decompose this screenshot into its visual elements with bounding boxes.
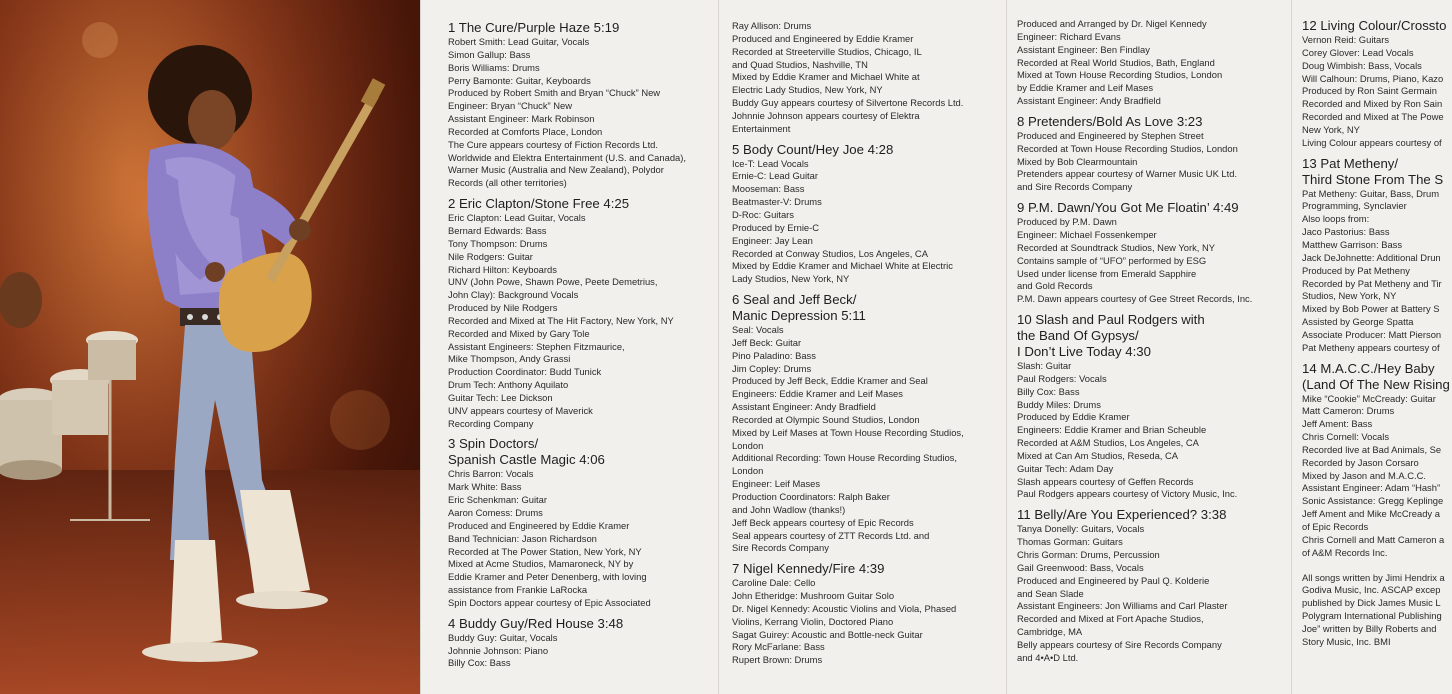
- credit-line: Paul Rodgers: Vocals: [1017, 372, 1107, 384]
- credit-line: Produced and Engineered by Paul Q. Kolderie: [1017, 574, 1210, 586]
- page-fold-2: [1006, 0, 1007, 694]
- track-entry: [448, 196, 714, 430]
- credit-line: Worldwide and Elektra Entertainment (U.S. and Canada),: [448, 151, 686, 163]
- track-entry: [732, 292, 1002, 555]
- credit-line: New York, NY: [1302, 123, 1360, 135]
- track-title: 2 Eric Clapton/Stone Free 4:25: [448, 196, 630, 212]
- credit-line: Associate Producer: Matt Pierson: [1302, 328, 1442, 340]
- track-credits: [1302, 393, 1452, 560]
- credit-line: Paul Rodgers appears courtesy of Victory Music, Inc.: [1017, 488, 1238, 500]
- credits-column-1: [448, 20, 714, 676]
- credit-line: Recorded at Soundtrack Studios, New York, NY: [1017, 241, 1216, 253]
- credit-line: Beatmaster-V: Drums: [732, 196, 822, 208]
- credit-line: Seal appears courtesy of ZTT Records Ltd. and: [732, 529, 930, 541]
- credit-line: Production Coordinators: Ralph Baker: [732, 491, 890, 502]
- credit-line: Vernon Reid: Guitars: [1302, 34, 1390, 45]
- track-entry: [1017, 507, 1287, 664]
- credit-line: Jaco Pastorius: Bass: [1302, 226, 1390, 238]
- credit-line: Produced by Jeff Beck, Eddie Kramer and Seal: [732, 375, 928, 387]
- track-entry: [1302, 156, 1452, 355]
- track-title: 7 Nigel Kennedy/Fire 4:39: [732, 561, 885, 577]
- credit-line: published by Dick James Music L: [1302, 597, 1441, 609]
- credit-line: of A&M Records Inc.: [1302, 546, 1388, 558]
- credit-line: Mixed by Leif Mases at Town House Recording Studios,: [732, 426, 964, 438]
- credit-line: Produced and Engineered by Eddie Kramer: [448, 519, 630, 531]
- credit-line: Sonic Assistance: Gregg Keplinge: [1302, 495, 1444, 507]
- credit-line: Mike Thompson, Andy Grassi: [448, 353, 571, 365]
- credit-line: London: [732, 465, 764, 477]
- credit-line: Dr. Nigel Kennedy: Acoustic Violins and Viola, Phased: [732, 602, 957, 614]
- credit-line: Mixed by Jason and M.A.C.C.: [1302, 469, 1427, 481]
- credit-line: Records (all other territories): [448, 177, 567, 189]
- credit-line: Produced by Ron Saint Germain: [1302, 85, 1437, 97]
- credit-line: Engineers: Eddie Kramer and Brian Scheuble: [1017, 424, 1207, 436]
- concert-photo: [0, 0, 420, 694]
- credit-line: Caroline Dale: Cello: [732, 577, 816, 589]
- credit-line: Johnnie Johnson: Piano: [448, 644, 549, 656]
- credit-line: Used under license from Emerald Sapphire: [1017, 267, 1197, 279]
- credit-line: Cambridge, MA: [1017, 626, 1083, 638]
- credit-line: Recording Company: [448, 417, 534, 429]
- credit-line: and Quad Studios, Nashville, TN: [732, 58, 868, 70]
- credit-line: Contains sample of “UFO” performed by ESG: [1017, 254, 1207, 266]
- credit-line: Will Calhoun: Drums, Piano, Kazo: [1302, 72, 1444, 84]
- track-credits: [448, 632, 714, 671]
- credit-line: Engineer: Michael Fossenkemper: [1017, 228, 1157, 240]
- credit-line: Produced and Engineered by Eddie Kramer: [732, 32, 914, 44]
- credit-line: Jim Copley: Drums: [732, 362, 812, 374]
- credit-line: UNV appears courtesy of Maverick: [448, 404, 593, 416]
- credit-line: Recorded live at Bad Animals, Se: [1302, 443, 1442, 455]
- credit-line: of Epic Records: [1302, 521, 1369, 532]
- credit-line: Recorded and Mixed by Ron Sain: [1302, 98, 1443, 110]
- credit-line: Richard Hilton: Keyboards: [448, 263, 557, 275]
- credit-line: Pat Metheny: Guitar, Bass, Drum: [1302, 187, 1440, 199]
- credit-line: Mixed by Eddie Kramer and Michael White at: [732, 71, 920, 83]
- track-entry: [448, 20, 714, 190]
- credit-line: Godiva Music, Inc. ASCAP excep: [1302, 584, 1441, 596]
- track-entry: [1302, 18, 1452, 150]
- track-entry: [732, 561, 1002, 667]
- credit-line: Assistant Engineer: Adam “Hash”: [1302, 482, 1441, 494]
- credit-line: Buddy Guy appears courtesy of Silvertone Records Ltd.: [732, 97, 964, 109]
- credit-line: Perry Bamonte: Guitar, Keyboards: [448, 74, 591, 86]
- credit-line: Production Coordinator: Budd Tunick: [448, 366, 602, 378]
- credit-line: Billy Cox: Bass: [448, 657, 511, 669]
- track-credits: [1017, 360, 1287, 501]
- credit-line: Sagat Guirey: Acoustic and Bottle-neck Guitar: [732, 628, 923, 640]
- credit-line: Guitar Tech: Lee Dickson: [448, 391, 553, 403]
- credit-line: John Etheridge: Mushroom Guitar Solo: [732, 590, 895, 602]
- track-title: 12 Living Colour/Crossto: [1302, 18, 1447, 33]
- credit-line: Recorded and Mixed at Fort Apache Studios,: [1017, 613, 1204, 625]
- credit-line: Assistant Engineer: Mark Robinson: [448, 113, 595, 125]
- credit-line: Recorded at Conway Studios, Los Angeles, CA: [732, 247, 928, 259]
- credit-line: Living Colour appears courtesy of: [1302, 136, 1442, 148]
- credit-line: The Cure appears courtesy of Fiction Records Ltd.: [448, 138, 658, 150]
- credit-line: Engineer: Jay Lean: [732, 234, 813, 246]
- credit-line: Corey Glover: Lead Vocals: [1302, 46, 1414, 58]
- credit-line: Tony Thompson: Drums: [448, 237, 548, 249]
- credit-line: Recorded at Olympic Sound Studios, London: [732, 413, 920, 425]
- credit-line: Recorded and Mixed at The Powe: [1302, 111, 1444, 123]
- credit-line: Guitar Tech: Adam Day: [1017, 462, 1114, 474]
- credit-line: Thomas Gorman: Guitars: [1017, 536, 1123, 548]
- track-title: 10 Slash and Paul Rodgers with the Band Of Gypsys/ I Don’t Live Today 4:30: [1017, 312, 1205, 360]
- publishing-credits: [1302, 572, 1452, 649]
- credit-line: Boris Williams: Drums: [448, 61, 540, 73]
- credit-line: Rory McFarlane: Bass: [732, 641, 825, 653]
- credit-line: Bernard Edwards: Bass: [448, 224, 547, 236]
- credit-line: Jack DeJohnette: Additional Drun: [1302, 251, 1441, 263]
- credit-line: Eddie Kramer and Peter Denenberg, with loving: [448, 571, 647, 583]
- credit-line: Slash appears courtesy of Geffen Records: [1017, 475, 1194, 487]
- credit-line: Mixed by Bob Clearmountain: [1017, 155, 1138, 167]
- credit-line: Produced by Eddie Kramer: [1017, 411, 1130, 423]
- credit-line: Jeff Beck: Guitar: [732, 336, 802, 348]
- credit-line: John Clay): Background Vocals: [448, 289, 579, 301]
- credit-line: Chris Barron: Vocals: [448, 468, 534, 480]
- track-title: 5 Body Count/Hey Joe 4:28: [732, 141, 894, 157]
- credit-line: Buddy Guy: Guitar, Vocals: [448, 631, 558, 643]
- credits-column-4: [1302, 18, 1452, 655]
- credit-line: Mixed at Can Am Studios, Reseda, CA: [1017, 449, 1179, 461]
- track-title: 1 The Cure/Purple Haze 5:19: [448, 20, 620, 35]
- track-credits: [1017, 216, 1287, 306]
- track-credits: [1302, 34, 1452, 150]
- credit-line: Simon Gallup: Bass: [448, 48, 531, 60]
- track-entry: [448, 436, 714, 609]
- credit-line: Assistant Engineers: Stephen Fitzmaurice,: [448, 340, 625, 352]
- credit-line: P.M. Dawn appears courtesy of Gee Street Records, Inc.: [1017, 293, 1253, 305]
- credit-line: Produced and Engineered by Stephen Street: [1017, 129, 1204, 141]
- credit-line: Jeff Ament and Mike McCready a: [1302, 508, 1440, 520]
- credit-line: Assistant Engineer: Ben Findlay: [1017, 43, 1150, 55]
- credit-line: Ernie-C: Lead Guitar: [732, 170, 818, 182]
- track-entry-continued: [1017, 18, 1287, 108]
- track-title: 9 P.M. Dawn/You Got Me Floatin’ 4:49: [1017, 200, 1239, 216]
- page-fold-3: [1291, 0, 1292, 694]
- credit-line: Chris Gorman: Drums, Percussion: [1017, 549, 1160, 560]
- credit-line: Electric Lady Studios, New York, NY: [732, 84, 883, 96]
- page-edge: [420, 0, 421, 694]
- credit-line: Robert Smith: Lead Guitar, Vocals: [448, 36, 590, 47]
- credit-line: Mark White: Bass: [448, 481, 522, 493]
- credit-line: Assistant Engineer: Andy Bradfield: [1017, 95, 1161, 107]
- credit-line: Mooseman: Bass: [732, 183, 805, 195]
- track-title: 11 Belly/Are You Experienced? 3:38: [1017, 507, 1227, 523]
- track-credits: [732, 324, 1002, 555]
- track-entry: [1017, 312, 1287, 501]
- credit-line: and John Wadlow (thanks!): [732, 503, 846, 515]
- credit-line: Produced by P.M. Dawn: [1017, 216, 1117, 228]
- credit-line: Recorded by Pat Metheny and Tir: [1302, 277, 1442, 289]
- credit-line: D-Roc: Guitars: [732, 208, 794, 220]
- performer-illustration: [0, 0, 420, 694]
- credit-line: Mixed at Town House Recording Studios, London: [1017, 69, 1223, 81]
- credit-line: Matthew Garrison: Bass: [1302, 238, 1403, 250]
- credit-line: Spin Doctors appear courtesy of Epic Associated: [448, 596, 651, 608]
- credit-line: Billy Cox: Bass: [1017, 385, 1080, 397]
- credit-line: Recorded at Real World Studios, Bath, England: [1017, 56, 1215, 68]
- credit-line: and 4•A•D Ltd.: [1017, 651, 1079, 663]
- credit-line: Ray Allison: Drums: [732, 20, 812, 31]
- track-credits: [732, 20, 1002, 136]
- credit-line: Recorded at The Power Station, New York, NY: [448, 545, 642, 557]
- credit-line: UNV (John Powe, Shawn Powe, Peete Demetrius,: [448, 276, 658, 288]
- credit-line: Chris Cornell: Vocals: [1302, 431, 1390, 443]
- credit-line: Doug Wimbish: Bass, Vocals: [1302, 59, 1422, 71]
- credit-line: Studios, New York, NY: [1302, 290, 1397, 302]
- credit-line: Buddy Miles: Drums: [1017, 398, 1101, 410]
- page-fold-1: [718, 0, 719, 694]
- credit-line: Produced by Nile Rodgers: [448, 302, 558, 314]
- credit-line: Belly appears courtesy of Sire Records Company: [1017, 638, 1222, 650]
- credit-line: Assistant Engineer: Andy Bradfield: [732, 401, 876, 413]
- credit-line: Engineer: Bryan “Chuck” New: [448, 100, 573, 112]
- credit-line: Recorded and Mixed by Gary Tole: [448, 327, 590, 339]
- credit-line: Tanya Donelly: Guitars, Vocals: [1017, 523, 1145, 535]
- credit-line: Programming, Synclavier: [1302, 200, 1407, 212]
- credit-line: Also loops from:: [1302, 213, 1370, 225]
- credit-line: Band Technician: Jason Richardson: [448, 532, 597, 544]
- track-credits: [732, 158, 1002, 286]
- track-title: 13 Pat Metheny/ Third Stone From The S: [1302, 155, 1444, 187]
- track-title: 6 Seal and Jeff Beck/ Manic Depression 5:11: [732, 292, 866, 324]
- credit-line: Recorded at Comforts Place, London: [448, 125, 603, 137]
- credit-line: Jeff Ament: Bass: [1302, 418, 1373, 430]
- credit-line: Recorded and Mixed at The Hit Factory, New York, NY: [448, 314, 674, 326]
- credit-line: Joe” written by Billy Roberts and: [1302, 622, 1437, 634]
- track-entry: [732, 142, 1002, 286]
- credit-line: assistance from Frankie LaRocka: [448, 584, 588, 596]
- credit-line: Engineer: Leif Mases: [732, 478, 821, 490]
- track-credits: [1017, 523, 1287, 664]
- track-title: 4 Buddy Guy/Red House 3:48: [448, 615, 624, 631]
- credit-line: Drum Tech: Anthony Aquilato: [448, 379, 569, 391]
- credit-line: Lady Studios, New York, NY: [732, 273, 850, 285]
- credit-line: Rupert Brown: Drums: [732, 654, 823, 666]
- credit-line: Story Music, Inc. BMI: [1302, 635, 1391, 647]
- credit-line: Eric Clapton: Lead Guitar, Vocals: [448, 212, 586, 224]
- track-credits: [1017, 130, 1287, 194]
- track-entry: [1017, 200, 1287, 306]
- credit-line: Recorded at A&M Studios, Los Angeles, CA: [1017, 437, 1199, 449]
- credit-line: Ice-T: Lead Vocals: [732, 157, 809, 169]
- credit-line: Produced by Ernie-C: [732, 221, 820, 233]
- track-entry: [1302, 361, 1452, 560]
- credit-line: Gail Greenwood: Bass, Vocals: [1017, 561, 1144, 573]
- track-credits: [448, 36, 714, 190]
- track-title: 14 M.A.C.C./Hey Baby (Land Of The New Rising: [1302, 360, 1450, 392]
- credit-line: Assistant Engineers: Jon Williams and Carl Plaster: [1017, 600, 1228, 612]
- credit-line: and Gold Records: [1017, 280, 1093, 292]
- credit-line: Produced by Pat Metheny: [1302, 264, 1410, 276]
- track-title: 8 Pretenders/Bold As Love 3:23: [1017, 113, 1203, 129]
- credit-line: and Sean Slade: [1017, 587, 1084, 599]
- credit-line: Violins, Kerrang Violin, Doctored Piano: [732, 615, 894, 627]
- credit-line: Jeff Beck appears courtesy of Epic Records: [732, 516, 914, 528]
- credit-line: Additional Recording: Town House Recording Studios,: [732, 452, 957, 464]
- track-credits: [732, 577, 1002, 667]
- credit-line: Mixed at Acme Studios, Mamaroneck, NY by: [448, 558, 634, 570]
- credit-line: Recorded by Jason Corsaro: [1302, 456, 1419, 468]
- track-entry-continued: [732, 20, 1002, 136]
- track-title: 3 Spin Doctors/ Spanish Castle Magic 4:06: [448, 436, 605, 468]
- track-credits: [1017, 18, 1287, 108]
- credit-line: Pino Paladino: Bass: [732, 349, 816, 361]
- publishing-note: [1302, 572, 1452, 649]
- credit-line: Aaron Comess: Drums: [448, 507, 543, 518]
- credit-line: Sire Records Company: [732, 542, 829, 554]
- track-credits: [448, 468, 714, 609]
- credit-line: Mike “Cookie” McCready: Guitar: [1302, 392, 1436, 404]
- track-entry: [1017, 114, 1287, 194]
- credit-line: by Eddie Kramer and Leif Mases: [1017, 82, 1154, 94]
- credit-line: and Sire Records Company: [1017, 181, 1133, 193]
- credits-column-3: [1017, 18, 1287, 671]
- credits-column-2: [732, 20, 1002, 673]
- track-credits: [448, 212, 714, 430]
- credit-line: Recorded at Town House Recording Studios, London: [1017, 142, 1238, 154]
- credit-line: Entertainment: [732, 122, 791, 134]
- credit-line: Produced and Arranged by Dr. Nigel Kennedy: [1017, 18, 1207, 29]
- credit-line: Assisted by George Spatta: [1302, 316, 1414, 328]
- credit-line: Pretenders appear courtesy of Warner Music UK Ltd.: [1017, 168, 1238, 180]
- credit-line: Warner Music (Australia and New Zealand), Polydor: [448, 164, 664, 176]
- credit-line: All songs written by Jimi Hendrix a: [1302, 571, 1445, 583]
- credit-line: Mixed by Bob Power at Battery S: [1302, 303, 1440, 315]
- credit-line: Engineer: Richard Evans: [1017, 30, 1121, 42]
- credit-line: Chris Cornell and Matt Cameron a: [1302, 533, 1445, 545]
- credit-line: Slash: Guitar: [1017, 360, 1072, 372]
- credit-line: Seal: Vocals: [732, 324, 784, 336]
- credit-line: London: [732, 439, 764, 451]
- track-credits: [1302, 188, 1452, 355]
- credit-line: Eric Schenkman: Guitar: [448, 494, 547, 506]
- credit-line: Matt Cameron: Drums: [1302, 405, 1395, 417]
- credit-line: Mixed by Eddie Kramer and Michael White at Electric: [732, 260, 953, 272]
- credit-line: Produced by Robert Smith and Bryan “Chuck” New: [448, 87, 661, 99]
- credit-line: Engineers: Eddie Kramer and Leif Mases: [732, 388, 903, 400]
- track-entry: [448, 616, 714, 671]
- credit-line: Nile Rodgers: Guitar: [448, 250, 533, 262]
- credit-line: Johnnie Johnson appears courtesy of Elektra: [732, 109, 920, 121]
- credit-line: Polygram International Publishing: [1302, 610, 1442, 622]
- credit-line: Recorded at Streeterville Studios, Chicago, IL: [732, 45, 922, 57]
- credit-line: Pat Metheny appears courtesy of: [1302, 341, 1440, 353]
